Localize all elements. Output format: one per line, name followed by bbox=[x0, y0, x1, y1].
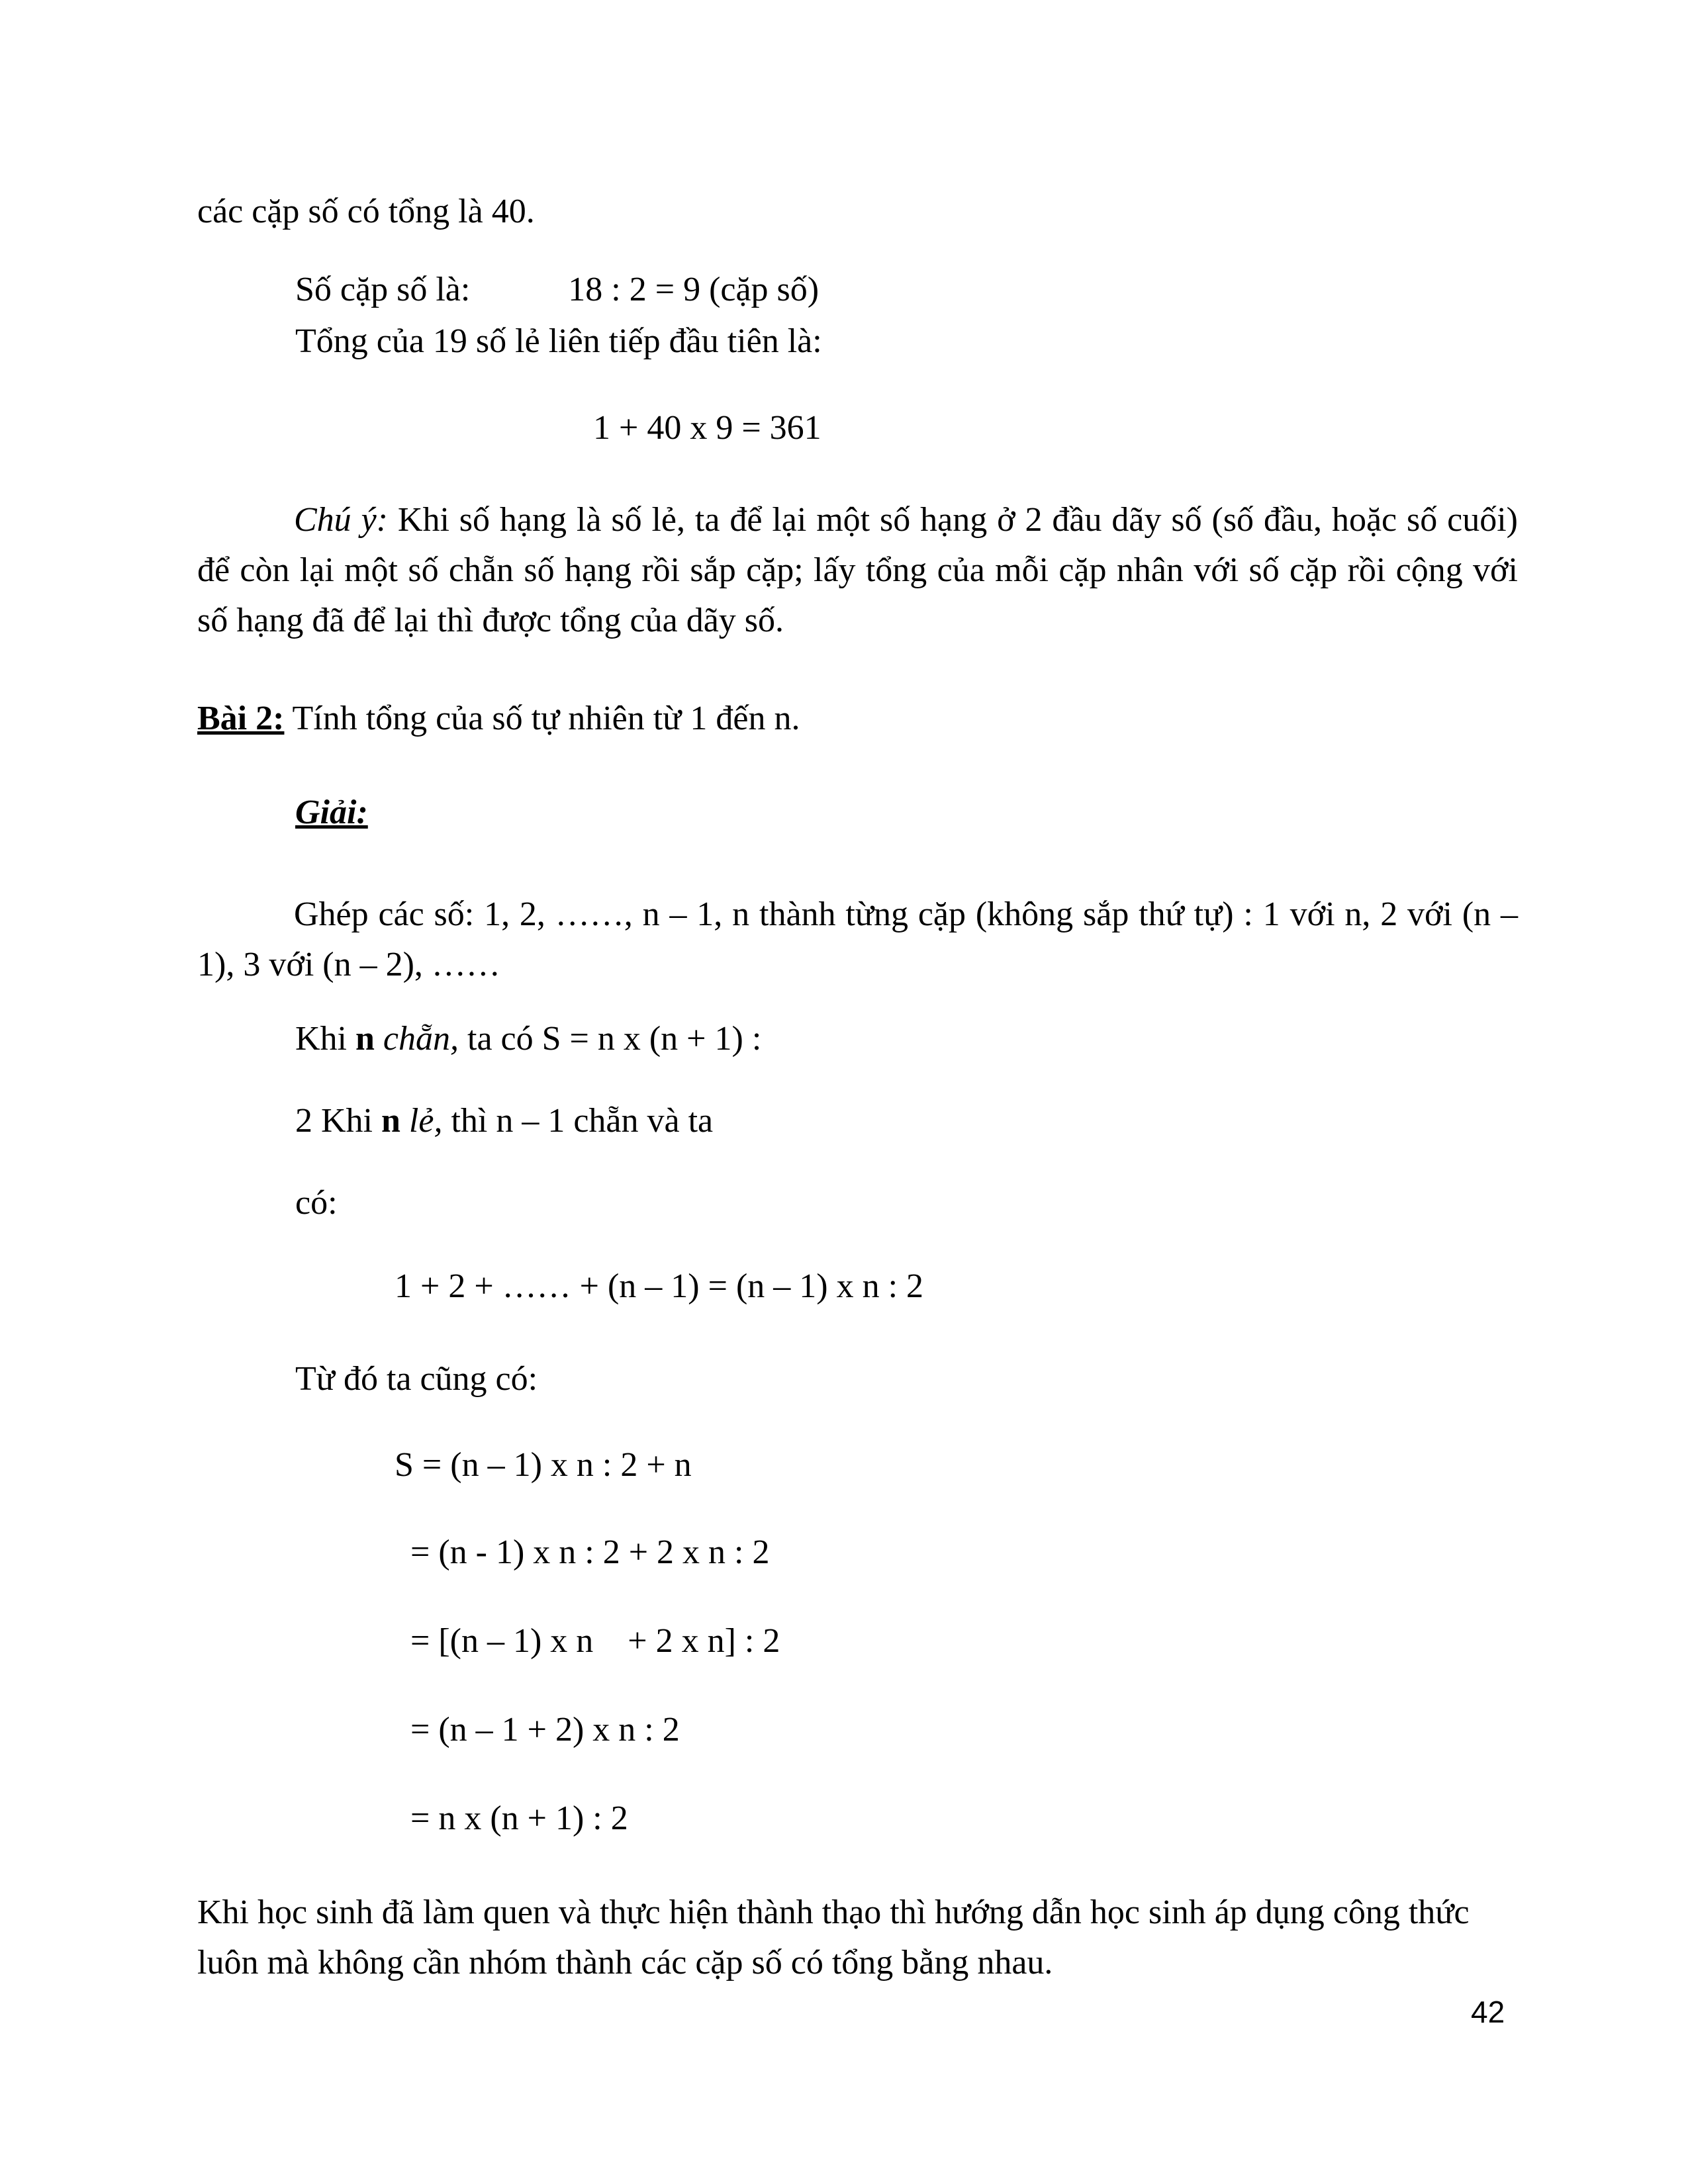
equation-step-5: = n x (n + 1) : 2 bbox=[410, 1799, 628, 1837]
solution-label: Giải: bbox=[295, 794, 368, 831]
n-odd-text: thì n – 1 chẵn và ta bbox=[442, 1102, 714, 1140]
note-text: Khi số hạng là số lẻ, ta để lại một số hạng ở 2 đầu dãy số (số đầu, hoặc số cuối) để còn lại một số chẵn số hạng rồi sắp cặp; lấy tổng của mỗi cặp nhân với số cặp rồi cộng với số hạng đã để lại thì được tổng của dãy số. bbox=[197, 501, 1518, 639]
exercise-2-heading bbox=[197, 698, 800, 740]
equation-step-4: = (n – 1 + 2) x n : 2 bbox=[410, 1711, 680, 1749]
text-line-n-even bbox=[295, 1018, 761, 1060]
equation-step-2: = (n - 1) x n : 2 + 2 x n : 2 bbox=[410, 1533, 770, 1571]
n-even-word: chẵn, bbox=[374, 1020, 459, 1058]
exercise-2-text: Tính tổng của số tự nhiên từ 1 đến n. bbox=[284, 700, 800, 737]
pairs-value: 18 : 2 = 9 (cặp số) bbox=[568, 271, 820, 308]
text-line-pairs-sum-40: các cặp số có tổng là 40. bbox=[197, 193, 535, 230]
n-even-prefix: Khi bbox=[295, 1020, 355, 1058]
final-paragraph: Khi học sinh đã làm quen và thực hiện thành thạo thì hướng dẫn học sinh áp dụng công thức luôn mà không cần nhóm thành các cặp số có tổng bằng nhau. bbox=[197, 1893, 1470, 1981]
n-odd-prefix: 2 Khi bbox=[295, 1102, 381, 1140]
solution-heading bbox=[295, 792, 368, 834]
note-paragraph bbox=[197, 495, 1518, 646]
text-line-sum-19-odd: Tổng của 19 số lẻ liên tiếp đầu tiên là: bbox=[295, 322, 822, 360]
text-line-number-of-pairs bbox=[295, 269, 819, 311]
pairing-paragraph: Ghép các số: 1, 2, ……, n – 1, n thành từng cặp (không sắp thứ tự) : 1 với n, 2 với (n – 1), 3 với (n – 2), …… bbox=[197, 895, 1518, 983]
pairs-label: Số cặp số là: bbox=[295, 271, 471, 308]
equation-step-3-text: = [(n – 1) x n + 2 x n] : 2 bbox=[410, 1622, 780, 1660]
text-line-n-odd bbox=[295, 1100, 713, 1142]
n-even-formula: ta có S = n x (n + 1) : bbox=[459, 1020, 762, 1058]
n-odd-variable: n bbox=[381, 1102, 400, 1140]
equation-sum-result: 1 + 40 x 9 = 361 bbox=[593, 409, 821, 447]
equation-partial-sum: 1 + 2 + …… + (n – 1) = (n – 1) x n : 2 bbox=[395, 1267, 924, 1305]
equation-step-3 bbox=[410, 1620, 780, 1662]
equation-step-1: S = (n – 1) x n : 2 + n bbox=[395, 1446, 692, 1484]
text-line-co: có: bbox=[295, 1184, 338, 1222]
page-number: 42 bbox=[1471, 1995, 1505, 2029]
note-label: Chú ý: bbox=[294, 501, 388, 539]
n-even-variable: n bbox=[355, 1020, 375, 1058]
exercise-2-label: Bài 2: bbox=[197, 700, 285, 737]
text-line-therefore: Từ đó ta cũng có: bbox=[295, 1360, 538, 1398]
n-odd-word: lẻ, bbox=[400, 1102, 443, 1140]
